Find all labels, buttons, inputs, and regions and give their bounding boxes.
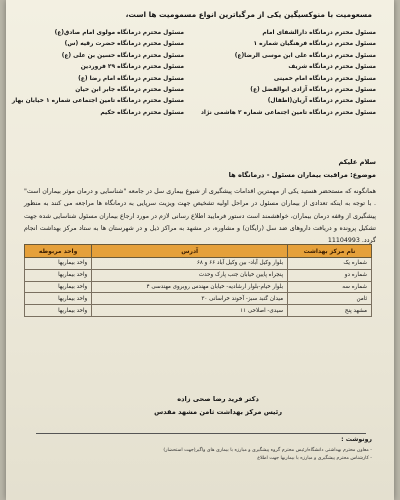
recipient-item: مسئول محترم درمانگاه حسین بن علی (ع) bbox=[61, 52, 184, 59]
letter-subject: موضوع: مراقبت بیماران مسئول - درمانگاه ها bbox=[228, 171, 376, 179]
greeting: سلام علیکم bbox=[338, 158, 376, 166]
letter-body: همانگونه که مستحضر هستید یکی از مهمترین اقدامات پیشگیری از شیوع بیماری سل در جامعه "شناسایی و درمان موثر بیماران است" . با توجه به اینکه تعدادی از بیماران مسئول در مراحل اولیه تشخیص جهت ویزیت سرپایی به درمانگاه ها مراجعه می کنند به منظور پیشگیری از وقفه درمان بیماران، خواهشمند است دستور فرمایید اطلاع رسانی لازم در مورد ارجاع بیماران مسئول شناسایی شده جهت تشکیل پرونده و دریافت داروهای ضد سل (رایگان) و مشاوره، در مشهد به مراکز ذیل و در شهرستان ها به ستاد مرکز بهداشت انجام گردد. 11104993 bbox=[24, 188, 376, 245]
recipient-item: مسئول محترم درمانگاه دارالشفای امام bbox=[262, 30, 376, 36]
cc-label: رونوشت : bbox=[341, 436, 372, 443]
recipient-item: مسئول محترم درمانگاه فرهنگیان شماره ۱ bbox=[253, 41, 376, 48]
letter-page bbox=[6, 0, 394, 500]
table-cell: میدان گنبد سبز- آخوند خراسانی ۳۰ bbox=[92, 293, 288, 305]
table-cell: بلوار خیام-بلوار ارشادیه- خیابان مهندس روبروی مهندسی ۴ bbox=[92, 281, 288, 293]
table-cell: واحد بیماریها bbox=[25, 305, 92, 317]
table-cell: ثامن bbox=[288, 293, 372, 305]
table-cell: واحد بیماریها bbox=[25, 293, 92, 305]
recipient-item: مسئول محترم درمانگاه علی ابن موسی الرضا(ع) bbox=[234, 52, 376, 59]
table-cell: شماره یک bbox=[288, 258, 372, 270]
table-row bbox=[25, 281, 372, 293]
column-header: آدرس bbox=[92, 245, 288, 258]
table-cell: شماره سه bbox=[288, 281, 372, 293]
health-centers-table bbox=[24, 244, 372, 317]
cc-note-item: - معاون محترم بهداشتی دانشگاه/رئیس محترم گروه پیشگیری و مبارزه با بیماری های واگیر(جهت استحضار) bbox=[163, 448, 372, 453]
recipient-item: مسئول محترم درمانگاه حضرت رقیه (س) bbox=[64, 41, 184, 48]
cc-notes bbox=[32, 447, 372, 463]
table-cell: مشهد پنج bbox=[288, 305, 372, 317]
table-row bbox=[25, 305, 372, 317]
letter-header-line: مسعومیت با منوکسیگین یکی از مرگباترین انواع مسمومیت ها است، bbox=[125, 10, 372, 19]
table-cell: واحد بیماریها bbox=[25, 281, 92, 293]
recipient-item: مسئول محترم درمانگاه جابر ابن حیان bbox=[75, 87, 184, 94]
cc-note-item: - کارشناس محترم پیشگیری و مبارزه با بیماریها جهت اطلاع bbox=[257, 456, 372, 461]
table-cell: پنجراه پایین خیابان جنب پارک وحدت bbox=[92, 269, 288, 281]
table-cell: واحد بیماریها bbox=[25, 269, 92, 281]
recipient-item: مسئول محترم درمانگاه آریان(اطفال) bbox=[267, 98, 376, 105]
table-cell: بلوار وکیل آباد- بین وکیل آباد ۶۶ و ۶۸ bbox=[92, 258, 288, 270]
recipient-item: مسئول محترم درمانگاه تامین اجتماعی شماره ۱ خیابان بهار bbox=[11, 98, 184, 105]
table-cell: شماره دو bbox=[288, 269, 372, 281]
table-row bbox=[25, 258, 372, 270]
recipient-item: مسئول محترم درمانگاه امام رضا (ع) bbox=[78, 75, 184, 82]
table-header-row bbox=[25, 245, 372, 258]
footer-divider bbox=[36, 433, 366, 434]
table-cell: واحد بیماریها bbox=[25, 258, 92, 270]
recipient-item: مسئول محترم درمانگاه حکیم bbox=[100, 109, 184, 116]
recipients-right-column bbox=[186, 28, 376, 119]
signer-name: دکتر فرید رضا صحی زاده bbox=[177, 395, 259, 403]
recipients-left-column bbox=[11, 28, 184, 119]
signature-block bbox=[154, 393, 282, 419]
recipient-item: مسئول محترم درمانگاه مولوی امام صادق(ع) bbox=[54, 30, 184, 36]
column-header: واحد مربوطه bbox=[25, 245, 92, 258]
signer-title: رئیس مرکز بهداشت ثامن مشهد مقدس bbox=[154, 408, 282, 416]
recipient-item: مسئول محترم درمانگاه امام خمینی bbox=[273, 75, 376, 82]
recipient-item: مسئول محترم درمانگاه تامین اجتماعی شماره ۲ هاشمی نژاد bbox=[200, 109, 376, 116]
recipient-item: مسئول محترم درمانگاه آزادی ابوالفضل (ع) bbox=[250, 87, 376, 94]
table-cell: سیدی- اصلاحی ۱۱ bbox=[92, 305, 288, 317]
recipient-item: مسئول محترم درمانگاه شریف bbox=[288, 64, 376, 71]
table-row bbox=[25, 269, 372, 281]
recipient-item: مسئول محترم درمانگاه ۲۹ فروردین bbox=[80, 64, 184, 71]
column-header: نام مرکز بهداشت bbox=[288, 245, 372, 258]
table-row bbox=[25, 293, 372, 305]
